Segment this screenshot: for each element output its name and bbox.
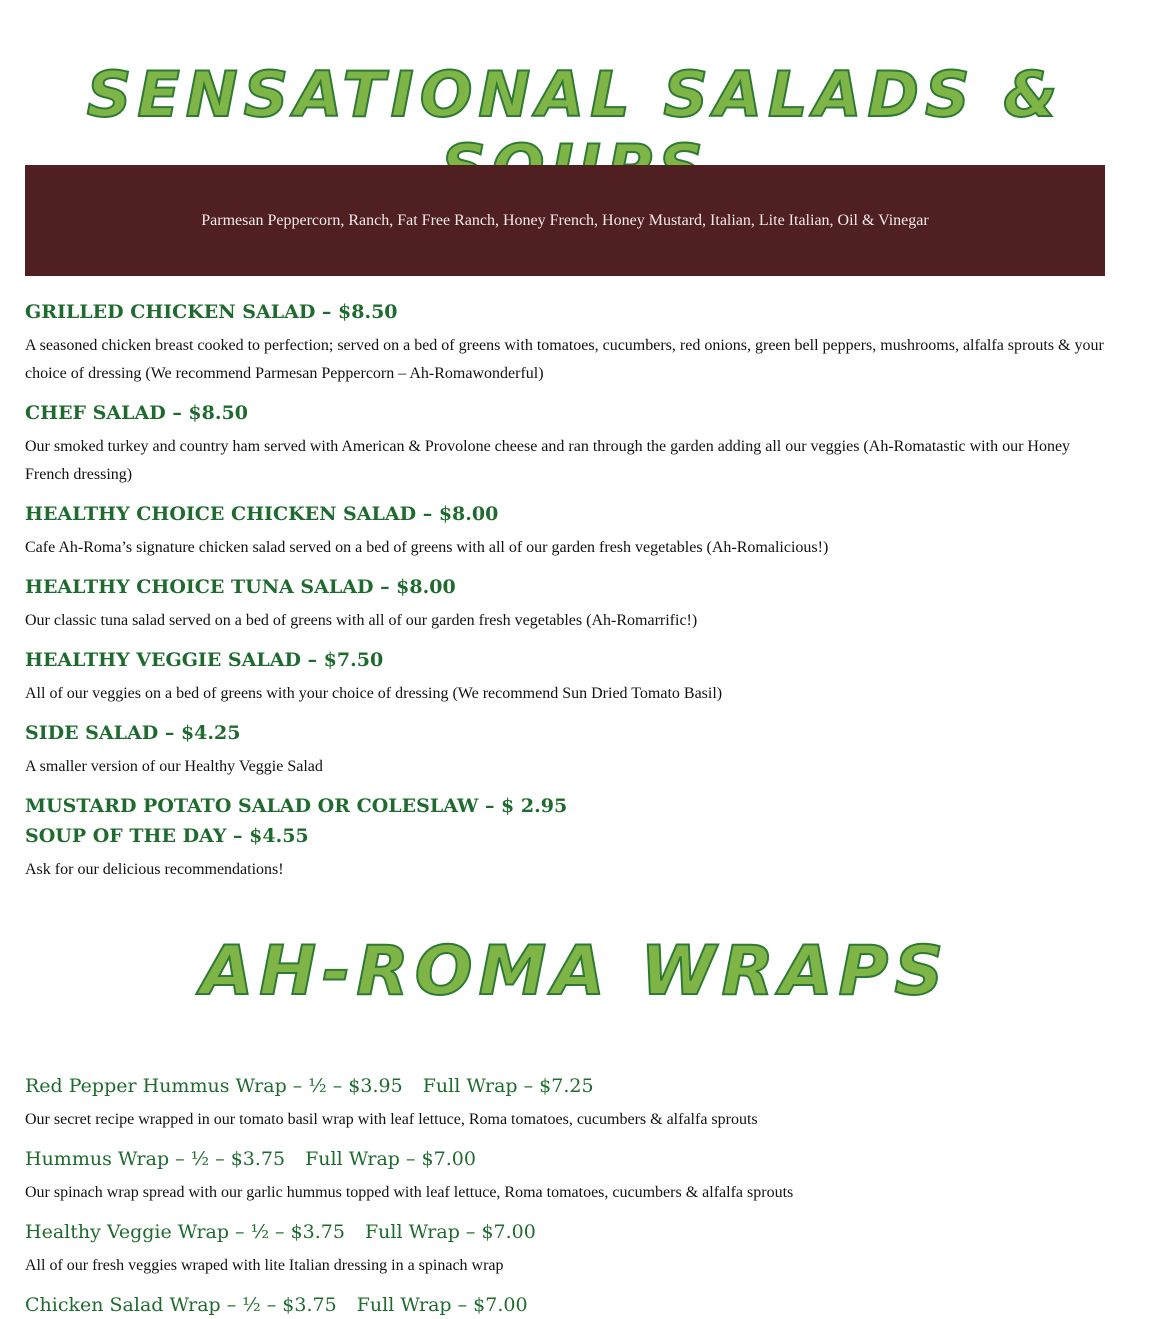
wrap-item-title	[25, 1145, 1105, 1173]
menu-item-description: Our spinach wrap spread with our garlic hummus topped with leaf lettuce, Roma tomatoes, cucumbers & alfalfa sprouts	[25, 1184, 794, 1201]
menu-item-title: CHEF SALAD – $8.50	[25, 402, 248, 424]
dressing-options-band	[25, 165, 1105, 276]
menu-item-title: HEALTHY VEGGIE SALAD – $7.50	[25, 649, 384, 671]
half-wrap-price: Red Pepper Hummus Wrap – ½ – $3.95	[25, 1075, 403, 1097]
full-wrap-price: Full Wrap – $7.00	[365, 1221, 536, 1243]
dressing-list: Parmesan Peppercorn, Ranch, Fat Free Ranch, Honey French, Honey Mustard, Italian, Lite Italian, Oil & Vinegar	[201, 211, 929, 229]
half-wrap-price: Hummus Wrap – ½ – $3.75	[25, 1148, 286, 1170]
menu-item-description: Our smoked turkey and country ham served with American & Provolone cheese and ran through the garden adding all our veggies (Ah-Romatastic with our Honey French dressing)	[25, 438, 1071, 483]
menu-item-title: MUSTARD POTATO SALAD OR COLESLAW – $ 2.95	[25, 795, 568, 817]
salads-banner-heading: SENSATIONAL SALADS &	[86, 58, 1064, 131]
menu-item-title: GRILLED CHICKEN SALAD – $8.50	[25, 301, 398, 323]
wraps-banner-heading: AH-ROMA WRAPS	[200, 932, 950, 1011]
menu-item-title: SIDE SALAD – $4.25	[25, 722, 241, 744]
wraps-section	[25, 1072, 1105, 1319]
menu-item-description: Cafe Ah-Roma’s signature chicken salad served on a bed of greens with all of our garden fresh vegetables (Ah-Romalicious!)	[25, 539, 829, 556]
menu-item-title: HEALTHY CHOICE TUNA SALAD – $8.00	[25, 576, 456, 598]
menu-item-description: A smaller version of our Healthy Veggie Salad	[25, 758, 323, 775]
wrap-item-title	[25, 1218, 1105, 1246]
menu-item-description: All of our fresh veggies wraped with lite Italian dressing in a spinach wrap	[25, 1257, 504, 1274]
salads-section	[25, 298, 1105, 884]
menu-item-description: Our classic tuna salad served on a bed of greens with all of our garden fresh vegetables (Ah-Romarrific!)	[25, 612, 698, 629]
menu-item-description: Ask for our delicious recommendations!	[25, 861, 284, 878]
menu-item-title: HEALTHY CHOICE CHICKEN SALAD – $8.00	[25, 503, 499, 525]
half-wrap-price: Healthy Veggie Wrap – ½ – $3.75	[25, 1221, 345, 1243]
menu-item-title: SOUP OF THE DAY – $4.55	[25, 825, 309, 847]
menu-item-description: All of our veggies on a bed of greens with your choice of dressing (We recommend Sun Dried Tomato Basil)	[25, 685, 723, 702]
full-wrap-price: Full Wrap – $7.25	[422, 1075, 594, 1097]
full-wrap-price: Full Wrap – $7.00	[305, 1148, 476, 1170]
full-wrap-price: Full Wrap – $7.00	[356, 1294, 528, 1316]
wrap-item-title	[25, 1072, 1105, 1100]
wrap-item-title	[25, 1291, 1105, 1319]
menu-item-description: Our secret recipe wrapped in our tomato basil wrap with leaf lettuce, Roma tomatoes, cucumbers & alfalfa sprouts	[25, 1111, 758, 1128]
menu-item-description: A seasoned chicken breast cooked to perfection; served on a bed of greens with tomatoes, cucumbers, red onions, green bell peppers, mushrooms, alfalfa sprouts & your choice of dressing (We recommend Parmesan Peppercorn – Ah-Romawonderful)	[25, 337, 1104, 382]
half-wrap-price: Chicken Salad Wrap – ½ – $3.75	[25, 1294, 337, 1316]
